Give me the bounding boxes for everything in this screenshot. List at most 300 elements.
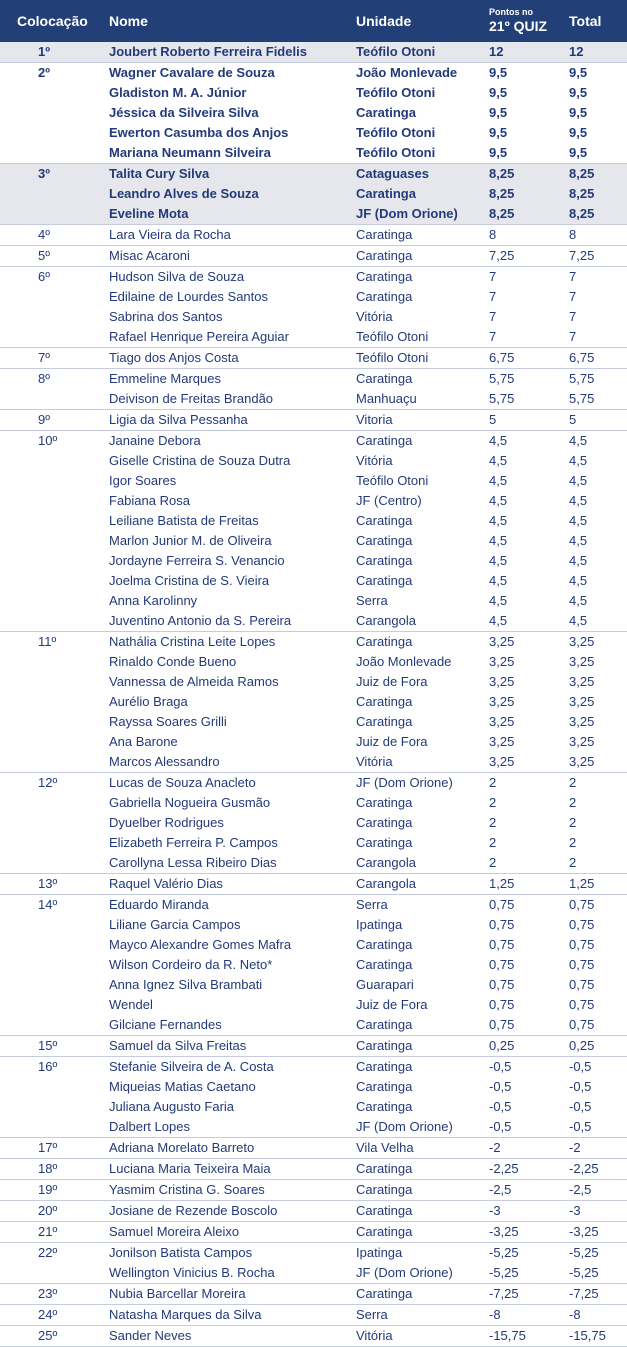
total-points: 9,5 bbox=[569, 125, 588, 140]
participant-unit: Caratinga bbox=[356, 1017, 413, 1032]
table-row bbox=[0, 327, 627, 347]
participant-name: Anna Ignez Silva Brambati bbox=[109, 977, 263, 992]
total-points: 7 bbox=[569, 329, 577, 344]
quiz-points: 2 bbox=[489, 795, 497, 810]
quiz-points: 4,5 bbox=[489, 513, 508, 528]
participant-unit: Vitória bbox=[356, 309, 393, 324]
participant-unit: Ipatinga bbox=[356, 1245, 403, 1260]
quiz-points: 9,5 bbox=[489, 65, 508, 80]
table-row bbox=[0, 1057, 627, 1077]
total-points: 0,75 bbox=[569, 917, 595, 932]
participant-name: Aurélio Braga bbox=[109, 694, 188, 709]
table-row bbox=[0, 369, 627, 389]
table-row bbox=[0, 123, 627, 143]
total-points: -0,5 bbox=[569, 1099, 592, 1114]
participant-unit: Caratinga bbox=[356, 1038, 413, 1053]
table-row bbox=[0, 1180, 627, 1200]
participant-unit: Teófilo Otoni bbox=[356, 85, 436, 100]
table-row bbox=[0, 143, 627, 163]
quiz-points: 8,25 bbox=[489, 166, 515, 181]
table-row bbox=[0, 246, 627, 266]
rank-group bbox=[0, 1243, 627, 1284]
total-points: 9,5 bbox=[569, 105, 588, 120]
total-points: 9,5 bbox=[569, 145, 588, 160]
total-points: 5,75 bbox=[569, 391, 595, 406]
rank-label: 1º bbox=[38, 44, 50, 59]
participant-name: Nubia Barcellar Moreira bbox=[109, 1286, 246, 1301]
participant-unit: Caratinga bbox=[356, 1203, 413, 1218]
quiz-points: 0,75 bbox=[489, 997, 515, 1012]
participant-unit: Caratinga bbox=[356, 1099, 413, 1114]
quiz-points: -8 bbox=[489, 1307, 501, 1322]
participant-unit: JF (Dom Orione) bbox=[356, 1265, 453, 1280]
rank-group bbox=[0, 1326, 627, 1347]
total-points: -2 bbox=[569, 1140, 581, 1155]
participant-unit: Caratinga bbox=[356, 573, 413, 588]
rank-group bbox=[0, 895, 627, 1036]
quiz-points: -0,5 bbox=[489, 1099, 512, 1114]
rank-group bbox=[0, 1159, 627, 1180]
total-points: -5,25 bbox=[569, 1265, 599, 1280]
total-points: -0,5 bbox=[569, 1119, 592, 1134]
quiz-points: 5 bbox=[489, 412, 497, 427]
table-row bbox=[0, 975, 627, 995]
total-points: 0,75 bbox=[569, 957, 595, 972]
table-row bbox=[0, 225, 627, 245]
participant-unit: Teófilo Otoni bbox=[356, 145, 436, 160]
quiz-points: 4,5 bbox=[489, 613, 508, 628]
participant-unit: Vila Velha bbox=[356, 1140, 414, 1155]
table-row bbox=[0, 632, 627, 652]
total-points: 4,5 bbox=[569, 573, 588, 588]
total-points: 3,25 bbox=[569, 674, 595, 689]
table-row bbox=[0, 42, 627, 62]
participant-unit: Vitória bbox=[356, 754, 393, 769]
rank-group bbox=[0, 1138, 627, 1159]
total-points: 4,5 bbox=[569, 533, 588, 548]
participant-unit: Caratinga bbox=[356, 714, 413, 729]
participant-name: Ewerton Casumba dos Anjos bbox=[109, 125, 289, 140]
quiz-points: 7 bbox=[489, 309, 497, 324]
table-row bbox=[0, 1015, 627, 1035]
rank-group bbox=[0, 1201, 627, 1222]
quiz-points: 5,75 bbox=[489, 371, 515, 386]
table-row bbox=[0, 611, 627, 631]
table-row bbox=[0, 287, 627, 307]
quiz-points: 2 bbox=[489, 855, 497, 870]
total-points: 0,75 bbox=[569, 997, 595, 1012]
header-pontos-big: 21º QUIZ bbox=[489, 18, 548, 34]
quiz-points: 0,75 bbox=[489, 917, 515, 932]
participant-name: Gilciane Fernandes bbox=[109, 1017, 222, 1032]
rank-label: 2º bbox=[38, 65, 50, 80]
total-points: 0,75 bbox=[569, 937, 595, 952]
participant-name: Wagner Cavalare de Souza bbox=[109, 65, 275, 80]
quiz-points: 4,5 bbox=[489, 473, 508, 488]
participant-name: Stefanie Silveira de A. Costa bbox=[109, 1059, 274, 1074]
participant-name: Wendel bbox=[109, 997, 153, 1012]
total-points: 2 bbox=[569, 855, 577, 870]
table-row bbox=[0, 431, 627, 451]
table-row bbox=[0, 1243, 627, 1263]
quiz-points: 2 bbox=[489, 775, 497, 790]
total-points: -15,75 bbox=[569, 1328, 606, 1343]
quiz-points: -2,25 bbox=[489, 1161, 519, 1176]
participant-unit: Carangola bbox=[356, 876, 416, 891]
total-points: -0,5 bbox=[569, 1079, 592, 1094]
participant-name: Nathália Cristina Leite Lopes bbox=[109, 634, 276, 649]
table-row bbox=[0, 935, 627, 955]
rank-group bbox=[0, 225, 627, 246]
quiz-points: -3 bbox=[489, 1203, 501, 1218]
quiz-points: -2,5 bbox=[489, 1182, 512, 1197]
total-points: 4,5 bbox=[569, 493, 588, 508]
quiz-points: 4,5 bbox=[489, 493, 508, 508]
rank-label: 25º bbox=[38, 1328, 58, 1343]
rank-label: 8º bbox=[38, 371, 50, 386]
participant-unit: Caratinga bbox=[356, 227, 413, 242]
table-row bbox=[0, 164, 627, 184]
rank-group bbox=[0, 773, 627, 874]
total-points: 4,5 bbox=[569, 513, 588, 528]
total-points: 12 bbox=[569, 44, 584, 59]
table-row bbox=[0, 1263, 627, 1283]
quiz-points: 3,25 bbox=[489, 734, 515, 749]
participant-name: Yasmim Cristina G. Soares bbox=[109, 1182, 265, 1197]
participant-unit: João Monlevade bbox=[356, 654, 452, 669]
table-row bbox=[0, 1036, 627, 1056]
total-points: 2 bbox=[569, 815, 577, 830]
participant-name: Dalbert Lopes bbox=[109, 1119, 190, 1134]
participant-name: Hudson Silva de Souza bbox=[109, 269, 245, 284]
rank-group bbox=[0, 164, 627, 225]
participant-unit: Carangola bbox=[356, 855, 416, 870]
participant-name: Mayco Alexandre Gomes Mafra bbox=[109, 937, 292, 952]
participant-unit: Caratinga bbox=[356, 269, 413, 284]
table-row bbox=[0, 915, 627, 935]
participant-name: Samuel Moreira Aleixo bbox=[109, 1224, 240, 1239]
table-row bbox=[0, 1097, 627, 1117]
participant-unit: Teófilo Otoni bbox=[356, 329, 429, 344]
participant-name: Leiliane Batista de Freitas bbox=[109, 513, 259, 528]
total-points: 4,5 bbox=[569, 593, 588, 608]
rank-group bbox=[0, 246, 627, 267]
table-row bbox=[0, 83, 627, 103]
quiz-points: -0,5 bbox=[489, 1059, 512, 1074]
participant-unit: Caratinga bbox=[356, 815, 413, 830]
participant-name: Jéssica da Silveira Silva bbox=[109, 105, 259, 120]
total-points: 4,5 bbox=[569, 453, 588, 468]
table-row bbox=[0, 511, 627, 531]
total-points: -3,25 bbox=[569, 1224, 599, 1239]
table-row bbox=[0, 1326, 627, 1346]
quiz-points: 0,25 bbox=[489, 1038, 515, 1053]
participant-unit: Manhuaçu bbox=[356, 391, 417, 406]
participant-unit: Caratinga bbox=[356, 289, 413, 304]
total-points: 3,25 bbox=[569, 714, 595, 729]
rank-label: 11º bbox=[38, 634, 57, 649]
participant-unit: Caratinga bbox=[356, 533, 413, 548]
table-row bbox=[0, 1159, 627, 1179]
quiz-points: 3,25 bbox=[489, 674, 515, 689]
table-row bbox=[0, 773, 627, 793]
table-row bbox=[0, 692, 627, 712]
participant-unit: Vitória bbox=[356, 1328, 393, 1343]
table-row bbox=[0, 1138, 627, 1158]
table-row bbox=[0, 410, 627, 430]
rank-label: 10º bbox=[38, 433, 58, 448]
table-row bbox=[0, 184, 627, 204]
rank-label: 6º bbox=[38, 269, 50, 284]
table-row bbox=[0, 793, 627, 813]
quiz-points: 3,25 bbox=[489, 694, 515, 709]
participant-unit: Caratinga bbox=[356, 795, 413, 810]
total-points: 7 bbox=[569, 309, 577, 324]
total-points: 6,75 bbox=[569, 350, 595, 365]
participant-name: Sabrina dos Santos bbox=[109, 309, 223, 324]
total-points: -5,25 bbox=[569, 1245, 599, 1260]
total-points: 1,25 bbox=[569, 876, 595, 891]
rank-label: 20º bbox=[38, 1203, 58, 1218]
participant-name: Janaine Debora bbox=[109, 433, 201, 448]
rank-label: 3º bbox=[38, 166, 50, 181]
participant-unit: Caratinga bbox=[356, 433, 413, 448]
rank-group bbox=[0, 1057, 627, 1138]
rank-label: 23º bbox=[38, 1286, 58, 1301]
quiz-points: -15,75 bbox=[489, 1328, 526, 1343]
table-header bbox=[0, 0, 627, 42]
quiz-points: 9,5 bbox=[489, 105, 508, 120]
table-row bbox=[0, 1305, 627, 1325]
quiz-points: -3,25 bbox=[489, 1224, 519, 1239]
participant-name: Anna Karolinny bbox=[109, 593, 198, 608]
total-points: -3 bbox=[569, 1203, 581, 1218]
quiz-points: 4,5 bbox=[489, 433, 508, 448]
participant-name: Fabiana Rosa bbox=[109, 493, 190, 508]
total-points: 3,25 bbox=[569, 734, 595, 749]
quiz-points: 4,5 bbox=[489, 453, 508, 468]
quiz-points: 6,75 bbox=[489, 350, 515, 365]
total-points: 4,5 bbox=[569, 553, 588, 568]
participant-name: Samuel da Silva Freitas bbox=[109, 1038, 247, 1053]
quiz-points: 3,25 bbox=[489, 714, 515, 729]
quiz-points: 0,75 bbox=[489, 957, 515, 972]
table-row bbox=[0, 712, 627, 732]
participant-unit: Vitoria bbox=[356, 412, 393, 427]
quiz-points: 2 bbox=[489, 815, 497, 830]
rank-label: 16º bbox=[38, 1059, 58, 1074]
quiz-points: 12 bbox=[489, 44, 504, 59]
total-points: 7 bbox=[569, 289, 577, 304]
quiz-points: -0,5 bbox=[489, 1119, 512, 1134]
total-points: 0,75 bbox=[569, 1017, 595, 1032]
table-row bbox=[0, 451, 627, 471]
table-row bbox=[0, 1077, 627, 1097]
total-points: 8 bbox=[569, 227, 577, 242]
participant-name: Eduardo Miranda bbox=[109, 897, 209, 912]
participant-unit: Caratinga bbox=[356, 105, 416, 120]
rank-group bbox=[0, 410, 627, 431]
table-row bbox=[0, 63, 627, 83]
participant-name: Josiane de Rezende Boscolo bbox=[109, 1203, 278, 1218]
participant-unit: Cataguases bbox=[356, 166, 429, 181]
participant-unit: Caratinga bbox=[356, 1286, 413, 1301]
rank-group bbox=[0, 267, 627, 348]
quiz-points: 2 bbox=[489, 835, 497, 850]
quiz-points: -0,5 bbox=[489, 1079, 512, 1094]
total-points: 0,25 bbox=[569, 1038, 595, 1053]
participant-name: Eveline Mota bbox=[109, 206, 189, 221]
participant-name: Dyuelber Rodrigues bbox=[109, 815, 224, 830]
participant-name: Leandro Alves de Souza bbox=[109, 186, 259, 201]
total-points: 5 bbox=[569, 412, 577, 427]
participant-name: Lucas de Souza Anacleto bbox=[109, 775, 256, 790]
participant-name: Jordayne Ferreira S. Venancio bbox=[109, 553, 285, 568]
rank-label: 13º bbox=[38, 876, 58, 891]
quiz-points: 7 bbox=[489, 329, 497, 344]
header-pontos-small: Pontos no bbox=[489, 7, 533, 17]
table-row bbox=[0, 389, 627, 409]
participant-unit: Caratinga bbox=[356, 248, 413, 263]
table-row bbox=[0, 103, 627, 123]
participant-name: Liliane Garcia Campos bbox=[109, 917, 241, 932]
total-points: 0,75 bbox=[569, 897, 595, 912]
participant-name: Joelma Cristina de S. Vieira bbox=[109, 573, 270, 588]
table-row bbox=[0, 491, 627, 511]
total-points: 4,5 bbox=[569, 433, 588, 448]
rank-group bbox=[0, 1222, 627, 1243]
total-points: 2 bbox=[569, 775, 577, 790]
header-colocacao: Colocação bbox=[17, 13, 88, 29]
rank-group bbox=[0, 1305, 627, 1326]
total-points: -7,25 bbox=[569, 1286, 599, 1301]
participant-unit: Serra bbox=[356, 593, 388, 608]
rank-group bbox=[0, 369, 627, 410]
table-row bbox=[0, 1201, 627, 1221]
quiz-points: 8,25 bbox=[489, 206, 515, 221]
total-points: 4,5 bbox=[569, 473, 588, 488]
participant-unit: Serra bbox=[356, 897, 388, 912]
total-points: -0,5 bbox=[569, 1059, 592, 1074]
participant-unit: Teófilo Otoni bbox=[356, 125, 436, 140]
quiz-points: 3,25 bbox=[489, 654, 515, 669]
rank-group bbox=[0, 63, 627, 164]
table-row bbox=[0, 571, 627, 591]
participant-name: Juliana Augusto Faria bbox=[109, 1099, 235, 1114]
table-row bbox=[0, 1222, 627, 1242]
table-row bbox=[0, 732, 627, 752]
total-points: 9,5 bbox=[569, 65, 588, 80]
rank-label: 24º bbox=[38, 1307, 58, 1322]
total-points: 8,25 bbox=[569, 206, 595, 221]
total-points: -2,25 bbox=[569, 1161, 599, 1176]
participant-unit: Juiz de Fora bbox=[356, 997, 428, 1012]
quiz-points: 4,5 bbox=[489, 533, 508, 548]
rank-label: 9º bbox=[38, 412, 50, 427]
header-pontos bbox=[489, 0, 559, 42]
header-unidade: Unidade bbox=[356, 13, 412, 29]
participant-unit: João Monlevade bbox=[356, 65, 458, 80]
rank-label: 12º bbox=[38, 775, 58, 790]
total-points: -2,5 bbox=[569, 1182, 592, 1197]
rank-label: 5º bbox=[38, 248, 50, 263]
table-row bbox=[0, 955, 627, 975]
participant-unit: Teófilo Otoni bbox=[356, 473, 429, 488]
participant-unit: Teófilo Otoni bbox=[356, 350, 429, 365]
total-points: 2 bbox=[569, 795, 577, 810]
table-row bbox=[0, 471, 627, 491]
participant-name: Natasha Marques da Silva bbox=[109, 1307, 262, 1322]
table-row bbox=[0, 531, 627, 551]
rank-label: 7º bbox=[38, 350, 50, 365]
quiz-points: 0,75 bbox=[489, 977, 515, 992]
total-points: 8,25 bbox=[569, 166, 595, 181]
participant-unit: JF (Centro) bbox=[356, 493, 422, 508]
rank-label: 14º bbox=[38, 897, 58, 912]
quiz-points: -5,25 bbox=[489, 1265, 519, 1280]
rank-group bbox=[0, 874, 627, 895]
participant-unit: Caratinga bbox=[356, 694, 413, 709]
quiz-points: -7,25 bbox=[489, 1286, 519, 1301]
table-row bbox=[0, 267, 627, 287]
participant-name: Gladiston M. A. Júnior bbox=[109, 85, 247, 100]
quiz-points: 4,5 bbox=[489, 573, 508, 588]
rank-group bbox=[0, 348, 627, 369]
participant-unit: JF (Dom Orione) bbox=[356, 775, 453, 790]
total-points: 3,25 bbox=[569, 694, 595, 709]
participant-name: Joubert Roberto Ferreira Fidelis bbox=[109, 44, 307, 59]
participant-name: Juventino Antonio da S. Pereira bbox=[109, 613, 292, 628]
table-row bbox=[0, 591, 627, 611]
participant-unit: Juiz de Fora bbox=[356, 674, 428, 689]
table-row bbox=[0, 1117, 627, 1137]
header-nome: Nome bbox=[109, 13, 148, 29]
participant-name: Tiago dos Anjos Costa bbox=[109, 350, 239, 365]
rank-group bbox=[0, 1284, 627, 1305]
table-row bbox=[0, 307, 627, 327]
participant-unit: Caratinga bbox=[356, 835, 413, 850]
participant-name: Miqueias Matias Caetano bbox=[109, 1079, 256, 1094]
table-row bbox=[0, 895, 627, 915]
total-points: 3,25 bbox=[569, 654, 595, 669]
quiz-points: 4,5 bbox=[489, 593, 508, 608]
rank-label: 18º bbox=[38, 1161, 58, 1176]
quiz-points: -2 bbox=[489, 1140, 501, 1155]
participant-unit: Juiz de Fora bbox=[356, 734, 428, 749]
table-row bbox=[0, 204, 627, 224]
participant-name: Gabriella Nogueira Gusmão bbox=[109, 795, 271, 810]
rank-label: 15º bbox=[38, 1038, 58, 1053]
participant-name: Mariana Neumann Silveira bbox=[109, 145, 271, 160]
rank-group bbox=[0, 632, 627, 773]
quiz-points: 9,5 bbox=[489, 125, 508, 140]
participant-unit: Caratinga bbox=[356, 513, 413, 528]
quiz-points: 0,75 bbox=[489, 1017, 515, 1032]
quiz-points: 8 bbox=[489, 227, 497, 242]
table-row bbox=[0, 995, 627, 1015]
participant-name: Wellington Vinicius B. Rocha bbox=[109, 1265, 275, 1280]
table-row bbox=[0, 752, 627, 772]
participant-name: Rayssa Soares Grilli bbox=[109, 714, 227, 729]
total-points: -8 bbox=[569, 1307, 581, 1322]
participant-name: Vannessa de Almeida Ramos bbox=[109, 674, 279, 689]
participant-name: Emmeline Marques bbox=[109, 371, 221, 386]
rank-label: 19º bbox=[38, 1182, 58, 1197]
header-total: Total bbox=[569, 13, 602, 29]
quiz-points: 7 bbox=[489, 269, 497, 284]
table-row bbox=[0, 874, 627, 894]
rank-label: 21º bbox=[38, 1224, 58, 1239]
